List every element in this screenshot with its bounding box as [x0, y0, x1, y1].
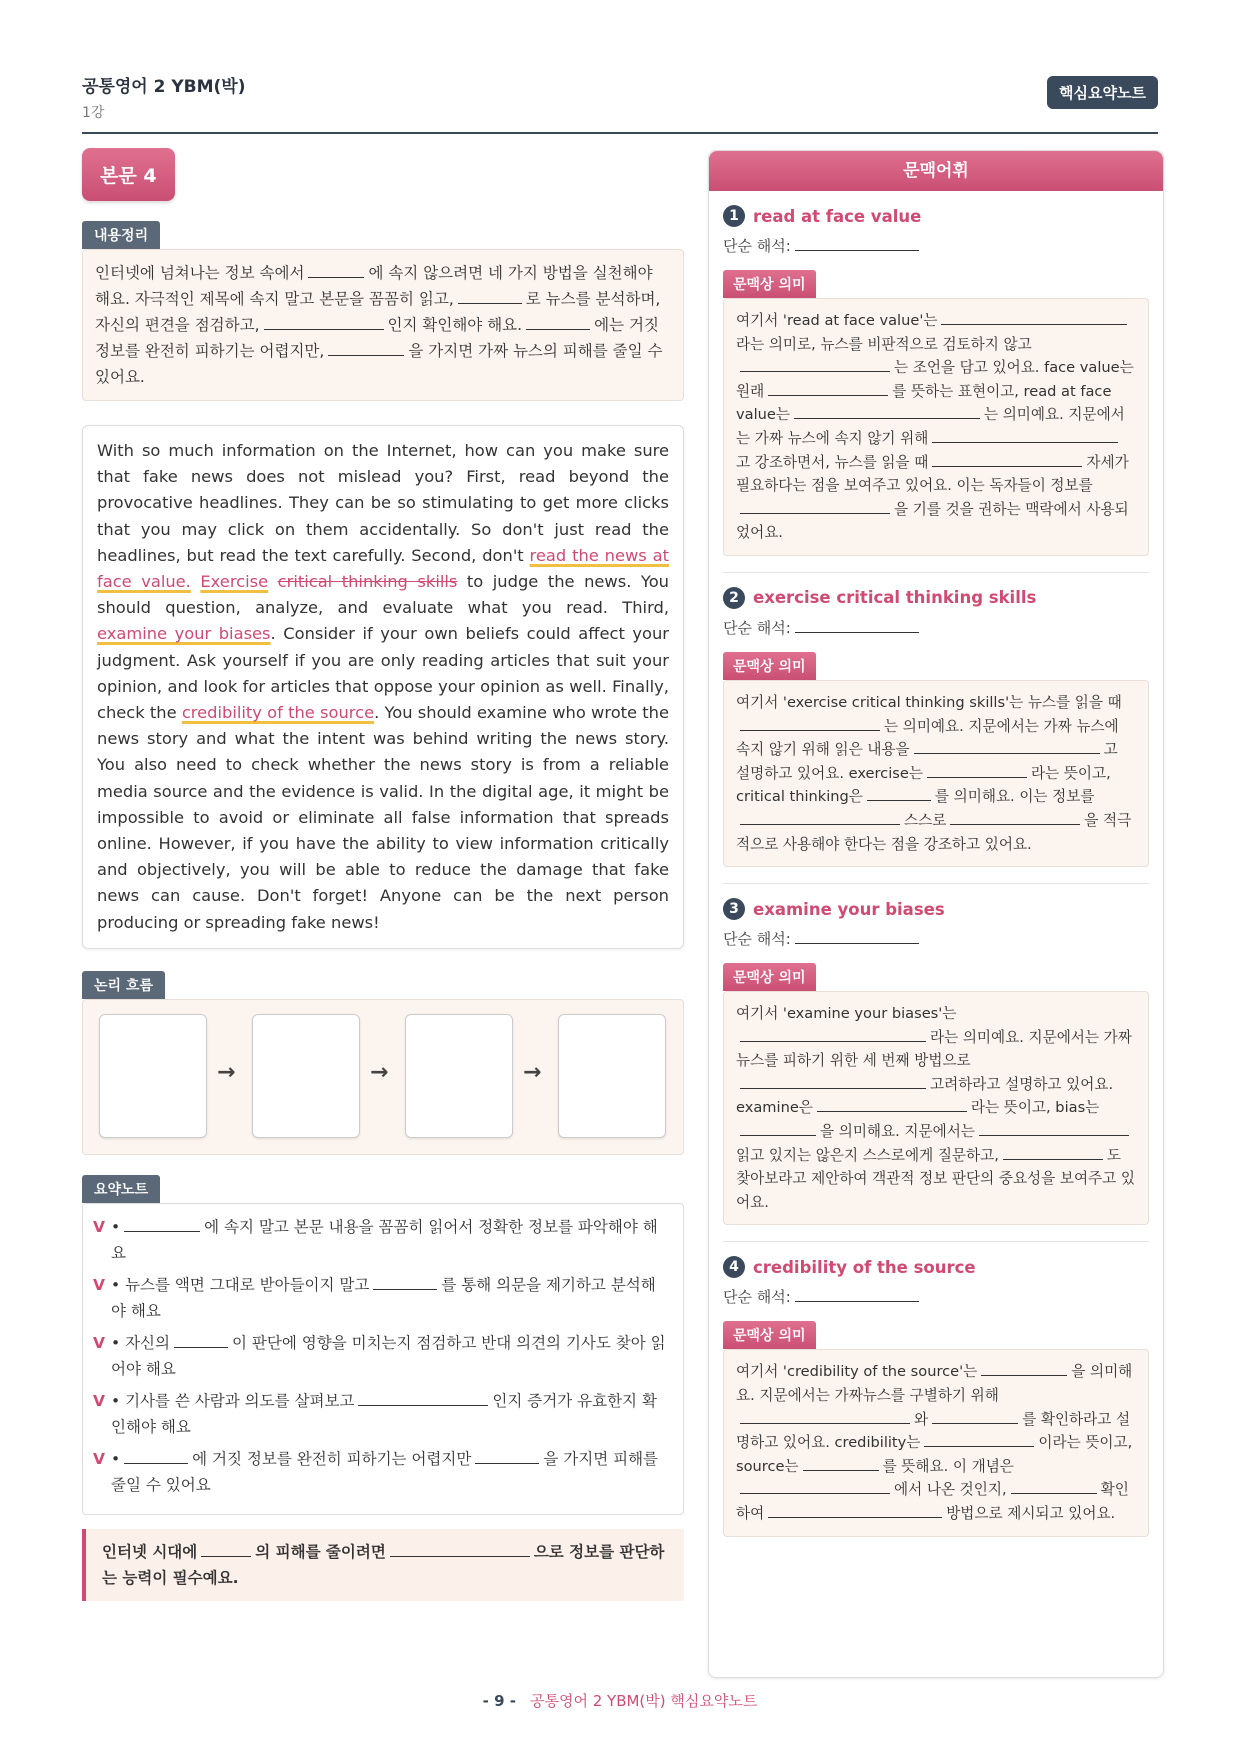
blank: [795, 928, 919, 944]
item-number: 3: [723, 898, 745, 920]
blank: [932, 427, 1118, 443]
callout-text: 인터넷 시대에: [102, 1542, 198, 1561]
blank: [390, 1541, 530, 1557]
blank: [768, 380, 888, 396]
blank: [794, 403, 980, 419]
blank: [941, 309, 1127, 325]
item-number: 2: [723, 587, 745, 609]
blank: [950, 809, 1080, 825]
page-number: - 9 -: [482, 1692, 516, 1710]
meaning-text: 방법으로 제시되고 있어요.: [946, 1505, 1116, 1522]
note-item: [93, 1272, 669, 1324]
blank: [795, 1286, 919, 1302]
blank: [803, 1455, 879, 1471]
note-text: 에 거짓 정보를 완전히 피하기는 어렵지만: [192, 1449, 472, 1468]
page-header: [82, 70, 1158, 134]
blank: [914, 738, 1100, 754]
meaning-text: 를 확인하라고 설명하고 있어요. credibility는: [736, 1410, 1131, 1452]
flow-card: [99, 1014, 207, 1138]
blank: [740, 715, 880, 731]
vocab-item: [723, 587, 1149, 884]
blank: [740, 809, 900, 825]
meaning-text: 라는 의미예요. 지문에서는 가짜 뉴스를 피하기 위한 세 번째 방법으로: [736, 1028, 1132, 1070]
passage-text: . Consider if your own beliefs could affect your judgment. Ask yourself if you are only reading articles that suit your opinion, and look for articles that oppose your opinion as well. Finally, check the: [97, 624, 669, 723]
callout-text: 으로 정보를 판단하는 능력이 필수예요.: [102, 1542, 665, 1587]
meaning-text: 를 의미해요. 이는 정보를: [934, 788, 1095, 806]
blank: [927, 762, 1027, 778]
vocab-word: credibility of the source: [753, 1257, 976, 1277]
vocab-item: [723, 205, 1149, 573]
note-item: [93, 1388, 669, 1440]
meaning-text: 을 적극적으로 사용해야 한다는 점을 강조하고 있어요.: [736, 811, 1132, 853]
meaning-text: 고 설명하고 있어요. exercise는: [736, 741, 1118, 782]
vocab-panel-title: 문맥어휘: [709, 151, 1163, 191]
note-text: • 기사를 쓴 사람과 의도를 살펴보고: [111, 1391, 355, 1410]
meaning-text: 스스로: [904, 811, 947, 829]
lesson-label: 1강: [82, 105, 105, 121]
callout-text: 의 피해를 줄이려면: [255, 1542, 386, 1561]
note-type-badge: 핵심요약노트: [1047, 76, 1158, 109]
summary-text: 을 가지면 가짜 뉴스의 피해를 줄일 수 있어요.: [95, 342, 663, 386]
notes-section: [82, 1175, 684, 1515]
meaning-text: 를 뜻하는 표현이고, read at face value는: [736, 382, 1112, 424]
notes-box: [82, 1203, 684, 1515]
highlight-phrase: examine your biases: [97, 624, 271, 644]
blank: [1011, 1478, 1097, 1494]
note-item: [93, 1446, 669, 1498]
highlight-phrase: Exercise: [200, 572, 269, 592]
blank: [740, 1408, 910, 1424]
meaning-text: 고려하라고 설명하고 있어요. examine은: [736, 1075, 1114, 1117]
blank: [979, 1120, 1129, 1136]
key-callout: [82, 1529, 684, 1601]
meaning-text: 는 의미예요. 지문에서는 가짜 뉴스에 속지 않기 위해 읽은 내용을: [736, 717, 1119, 759]
meaning-text: 을 기를 것을 권하는 맥락에서 사용되었어요.: [736, 500, 1129, 542]
check-mark: V: [93, 1275, 105, 1294]
summary-text: 인지 확인해야 해요.: [387, 316, 523, 334]
blank: [932, 1408, 1018, 1424]
note-text: • 뉴스를 액면 그대로 받아들이지 말고: [111, 1275, 370, 1294]
note-text: • 자신의: [111, 1333, 170, 1352]
summary-text: 로 뉴스를 분석하며, 자신의 편견을 점검하고,: [95, 290, 661, 334]
divider: [723, 572, 1149, 573]
blank: [740, 498, 890, 514]
meaning-text: 여기서 'read at face value'는: [736, 312, 938, 329]
meaning-text: 읽고 있지는 않은지 스스로에게 질문하고,: [736, 1146, 999, 1164]
summary-text: 인터넷에 넘쳐나는 정보 속에서: [95, 264, 305, 282]
blank: [795, 235, 919, 251]
simple-label: 단순 해석:: [723, 1288, 791, 1307]
simple-label: 단순 해석:: [723, 930, 791, 949]
meaning-label: 문맥상 의미: [723, 652, 816, 680]
summary-label: 내용정리: [82, 221, 160, 249]
blank: [740, 356, 890, 372]
blank: [475, 1448, 539, 1464]
divider: [723, 883, 1149, 884]
flow-box: [82, 999, 684, 1155]
passage-text: . You should examine who wrote the news story and what the intent was behind writing the news story. You also need to check whether the news story is from a reliable media source and the evidence is valid. In the digital age, it might be impossible to avoid or eliminate all false information that spreads online. However, if you have the ability to view information critically and objectively, you will be able to reduce the damage that fake news can cause. Don't forget! Anyone can be the next person producing or spreading fake news!: [97, 703, 670, 932]
vocab-item: [723, 1256, 1149, 1536]
note-item: [93, 1214, 669, 1266]
flow-card: [558, 1014, 666, 1138]
blank: [308, 262, 364, 278]
meaning-text: 라는 의미로, 뉴스를 비판적으로 검토하지 않고: [736, 335, 1032, 353]
meaning-label: 문맥상 의미: [723, 270, 816, 298]
check-mark: V: [93, 1333, 105, 1352]
vocab-item: [723, 898, 1149, 1242]
divider: [723, 1241, 1149, 1242]
blank: [932, 451, 1082, 467]
blank: [867, 785, 931, 801]
note-text: 인지 증거가 유효한지 확인해야 해요: [111, 1391, 657, 1436]
blank: [740, 1120, 816, 1136]
check-mark: V: [93, 1391, 105, 1410]
meaning-text: 도 찾아보라고 제안하여 객관적 정보 판단의 중요성을 보여주고 있어요.: [736, 1146, 1136, 1211]
meaning-text: 를 뜻해요. 이 개념은: [882, 1457, 1014, 1475]
meaning-text: 는 의미예요. 지문에서는 가짜 뉴스에 속지 않기 위해: [736, 406, 1125, 447]
arrow-right-icon: →: [523, 1059, 542, 1085]
flow-card: [405, 1014, 513, 1138]
book-title: 공통영어 2 YBM(박): [82, 77, 246, 97]
blank: [124, 1216, 200, 1232]
blank: [740, 1073, 926, 1089]
summary-text: 에는 거짓 정보를 완전히 피하기는 어렵지만,: [95, 316, 659, 360]
passage-box: [82, 425, 684, 949]
blank: [124, 1448, 188, 1464]
blank: [981, 1360, 1067, 1376]
blank: [264, 314, 384, 330]
blank: [795, 617, 919, 633]
flow-card: [252, 1014, 360, 1138]
meaning-text: 여기서 'exercise critical thinking skills'는 뉴스를 읽을 때: [736, 693, 1122, 711]
meaning-text: 을 의미해요. 지문에서는: [820, 1123, 975, 1141]
meaning-text: 여기서 'credibility of the source'는: [736, 1363, 978, 1381]
meaning-box: [723, 991, 1149, 1225]
blank: [740, 1478, 890, 1494]
blank: [740, 1026, 926, 1042]
vocab-word: read at face value: [753, 206, 922, 226]
meaning-text: 와: [914, 1410, 929, 1428]
simple-label: 단순 해석:: [723, 237, 791, 255]
summary-section: [82, 221, 684, 401]
meaning-text: 확인하여: [736, 1481, 1129, 1522]
item-number: 1: [723, 205, 745, 227]
arrow-right-icon: →: [370, 1059, 389, 1085]
note-text: 를 통해 의문을 제기하고 분석해야 해요: [111, 1275, 656, 1320]
blank: [458, 288, 522, 304]
meaning-text: 여기서 'examine your biases'는: [736, 1005, 957, 1023]
meaning-text: 이라는 뜻이고, source는: [736, 1434, 1133, 1475]
blank: [201, 1541, 251, 1557]
highlight-phrase: credibility of the source: [181, 703, 375, 723]
passage-text: to judge the news. You should question, analyze, and evaluate what you read. Third,: [97, 572, 669, 618]
blank: [174, 1332, 228, 1348]
arrow-right-icon: →: [217, 1059, 236, 1085]
footer-text: 공통영어 2 YBM(박) 핵심요약노트: [530, 1692, 758, 1710]
section-tab: 본문 4: [82, 148, 175, 201]
note-item: [93, 1330, 669, 1382]
note-text: 을 가지면 피해를 줄일 수 있어요: [111, 1449, 659, 1494]
passage-text: With so much information on the Internet, how can you make sure that fake news does not mislead you? First, read beyond the provocative headlines. They can be so stimulating to get more clicks that you may click on them accidentally. So don't just read the headlines, but read the text carefully. Second, don't: [97, 441, 669, 565]
highlight-phrase: critical thinking skills: [277, 572, 458, 592]
vocab-list: [709, 205, 1163, 1537]
meaning-text: 자세가 필요하다는 점을 보여주고 있어요. 이는 독자들이 정보를: [736, 453, 1129, 495]
left-column: [82, 148, 684, 1601]
flow-label: 논리 흐름: [82, 971, 165, 999]
highlight-phrase: read the news at face value.: [97, 545, 669, 592]
note-text: •: [111, 1217, 121, 1236]
blank: [1003, 1144, 1103, 1160]
summary-box: [82, 249, 684, 401]
page-footer: [0, 1690, 1240, 1711]
vocab-word: examine your biases: [753, 899, 945, 919]
blank: [817, 1096, 967, 1112]
flow-section: [82, 971, 684, 1155]
notes-label: 요약노트: [82, 1175, 160, 1203]
blank: [924, 1431, 1034, 1447]
vocab-word: exercise critical thinking skills: [753, 588, 1037, 608]
note-text: 에 속지 말고 본문 내용을 꼼꼼히 읽어서 정확한 정보를 파악해야 해요: [111, 1217, 658, 1262]
meaning-text: 고 강조하면서, 뉴스를 읽을 때: [736, 453, 929, 471]
note-text: •: [111, 1449, 121, 1468]
blank: [373, 1274, 437, 1290]
meaning-text: 라는 뜻이고, critical thinking은: [736, 764, 1111, 806]
meaning-text: 라는 뜻이고, bias는: [970, 1099, 1100, 1117]
meaning-box: [723, 298, 1149, 556]
blank: [358, 1390, 488, 1406]
blank: [768, 1502, 942, 1518]
blank: [526, 314, 590, 330]
summary-text: 에 속지 않으려면 네 가지 방법을 실천해야 해요. 자극적인 제목에 속지 말고 본문을 꼼꼼히 읽고,: [95, 264, 653, 308]
meaning-text: 는 조언을 담고 있어요. face value는 원래: [736, 359, 1134, 400]
simple-label: 단순 해석:: [723, 618, 791, 637]
meaning-box: [723, 1349, 1149, 1536]
vocab-panel: [708, 150, 1164, 1678]
meaning-label: 문맥상 의미: [723, 1321, 816, 1349]
blank: [328, 340, 404, 356]
meaning-text: 을 의미해요. 지문에서는 가짜뉴스를 구별하기 위해: [736, 1363, 1133, 1405]
meaning-text: 에서 나온 것인지,: [894, 1481, 1007, 1499]
meaning-box: [723, 680, 1149, 867]
note-text: 이 판단에 영향을 미치는지 점검하고 반대 의견의 기사도 찾아 읽어야 해요: [111, 1333, 666, 1378]
check-mark: V: [93, 1217, 105, 1236]
item-number: 4: [723, 1256, 745, 1278]
check-mark: V: [93, 1449, 105, 1468]
meaning-label: 문맥상 의미: [723, 963, 816, 991]
